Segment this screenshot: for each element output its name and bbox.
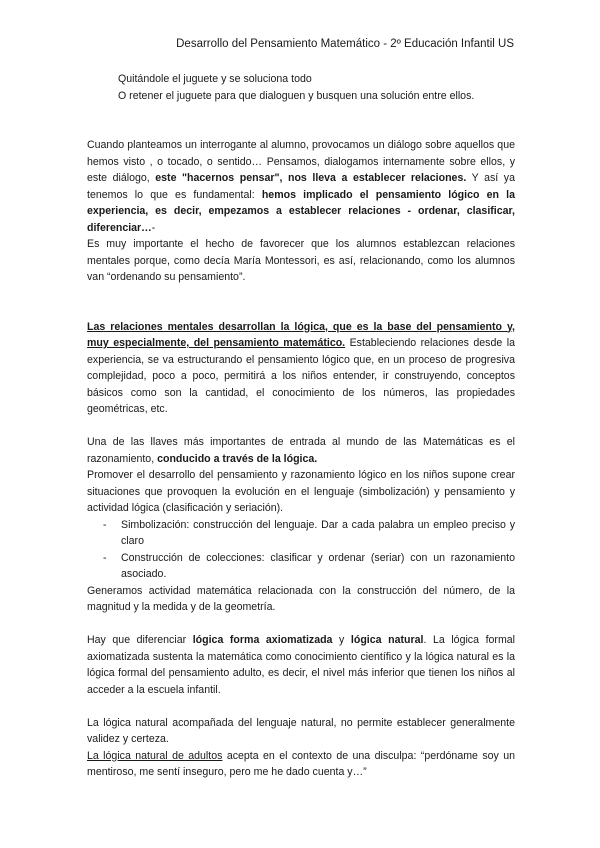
list-item — [87, 517, 515, 550]
bold-run: hemos implicado el pensamiento lógico en la experiencia, es decir, empezamos a establecer relaciones - ordenar, clasificar, diferenciar… — [87, 188, 515, 234]
bold-run: este "hacernos pensar", nos lleva a establecer relaciones. — [155, 172, 467, 184]
paragraph-relations — [87, 137, 515, 236]
list-item — [87, 550, 515, 583]
intro-line-1: Quitándole el juguete y se soluciona todo — [118, 73, 312, 85]
text-run: Y así ya tenemos lo que es fundamental: — [87, 172, 515, 201]
paragraph-promote: Promover el desarrollo del pensamiento y razonamiento lógico en los niños supone crear situaciones que provoquen la evolución en el lenguaje (simbolización) y pensamiento y actividad lógica (clasificación y seriación). — [87, 469, 515, 514]
paragraph-reasoning — [87, 434, 515, 467]
paragraph-activity: Generamos actividad matemática relacionada con la construcción del número, de la magnitud y la medida y de la geometría. — [87, 584, 515, 613]
intro-line-2: O retener el juguete para que dialoguen y busquen una solución entre ellos. — [118, 89, 475, 102]
text-run: Cuando planteamos un interrogante al alumno, provocamos un diálogo sobre aquellos que hemos visto , o tocado, o sentido… Pensamos, dialogamos internamente sobre ellos, y este diálogo, — [87, 139, 515, 184]
list-item-text: Construcción de colecciones: clasificar y ordenar (seriar) con un razonamiento asociado. — [121, 551, 515, 580]
bold-underline-run: Las relaciones mentales desarrollan la lógica, que es la base del pensamiento y, muy especialmente, del pensamiento matemático. — [87, 320, 515, 349]
text-run: y — [332, 634, 351, 646]
text-run: Hay que diferenciar — [87, 634, 193, 646]
document-body — [87, 71, 515, 781]
bold-run: conducido a través de la lógica. — [157, 452, 318, 465]
paragraph-natural-logic: La lógica natural acompañada del lenguaje natural, no permite establecer generalmente validez y certeza. — [87, 716, 515, 745]
underline-run: La lógica natural de adultos — [87, 749, 223, 762]
text-run: Estableciendo relaciones desde la experiencia, se va estructurando el pensamiento lógico que, en un proceso de progresiva complejidad, poco a poco, permitirá a los niños entender, ir construyendo, conceptos básicos como son la cantidad, el conocimiento de los números, las propiedades geométricas, etc. — [87, 337, 515, 415]
paragraph-differentiate — [87, 632, 515, 698]
bullet-dash: - — [103, 551, 107, 564]
text-run: acepta en el contexto de una disculpa: “perdóname soy un mentiroso, me sentí inseguro, pero me he dado cuenta y…” — [87, 749, 515, 778]
bullet-dash: - — [103, 518, 107, 531]
page-header: Desarrollo del Pensamiento Matemático - 2º Educación Infantil US — [176, 38, 514, 50]
text-run: . La lógica formal axiomatizada sustenta la matemática como conocimiento científico y la lógica natural es la lógica formal del pensamiento adulto, es decir, el nivel más inferior que tienen los niños al acceder a la escuela infantil. — [87, 634, 516, 696]
paragraph-adult-logic — [87, 748, 515, 781]
bold-run: lógica forma axiomatizada — [192, 634, 333, 646]
paragraph-logic — [87, 319, 515, 418]
text-run: Una de las llaves más importantes de entrada al mundo de las Matemáticas es el razonamiento, — [87, 436, 515, 465]
paragraph-montessori: Es muy importante el hecho de favorecer que los alumnos establezcan relaciones mentales porque, como decía María Montessori, es así, relacionando, como los alumnos van “ordenando su pensamiento”. — [87, 238, 515, 283]
list-item-text: Simbolización: construcción del lenguaje. Dar a cada palabra un empleo preciso y claro — [121, 518, 515, 547]
bold-run: lógica natural — [350, 634, 424, 646]
text-run: - — [151, 221, 156, 234]
